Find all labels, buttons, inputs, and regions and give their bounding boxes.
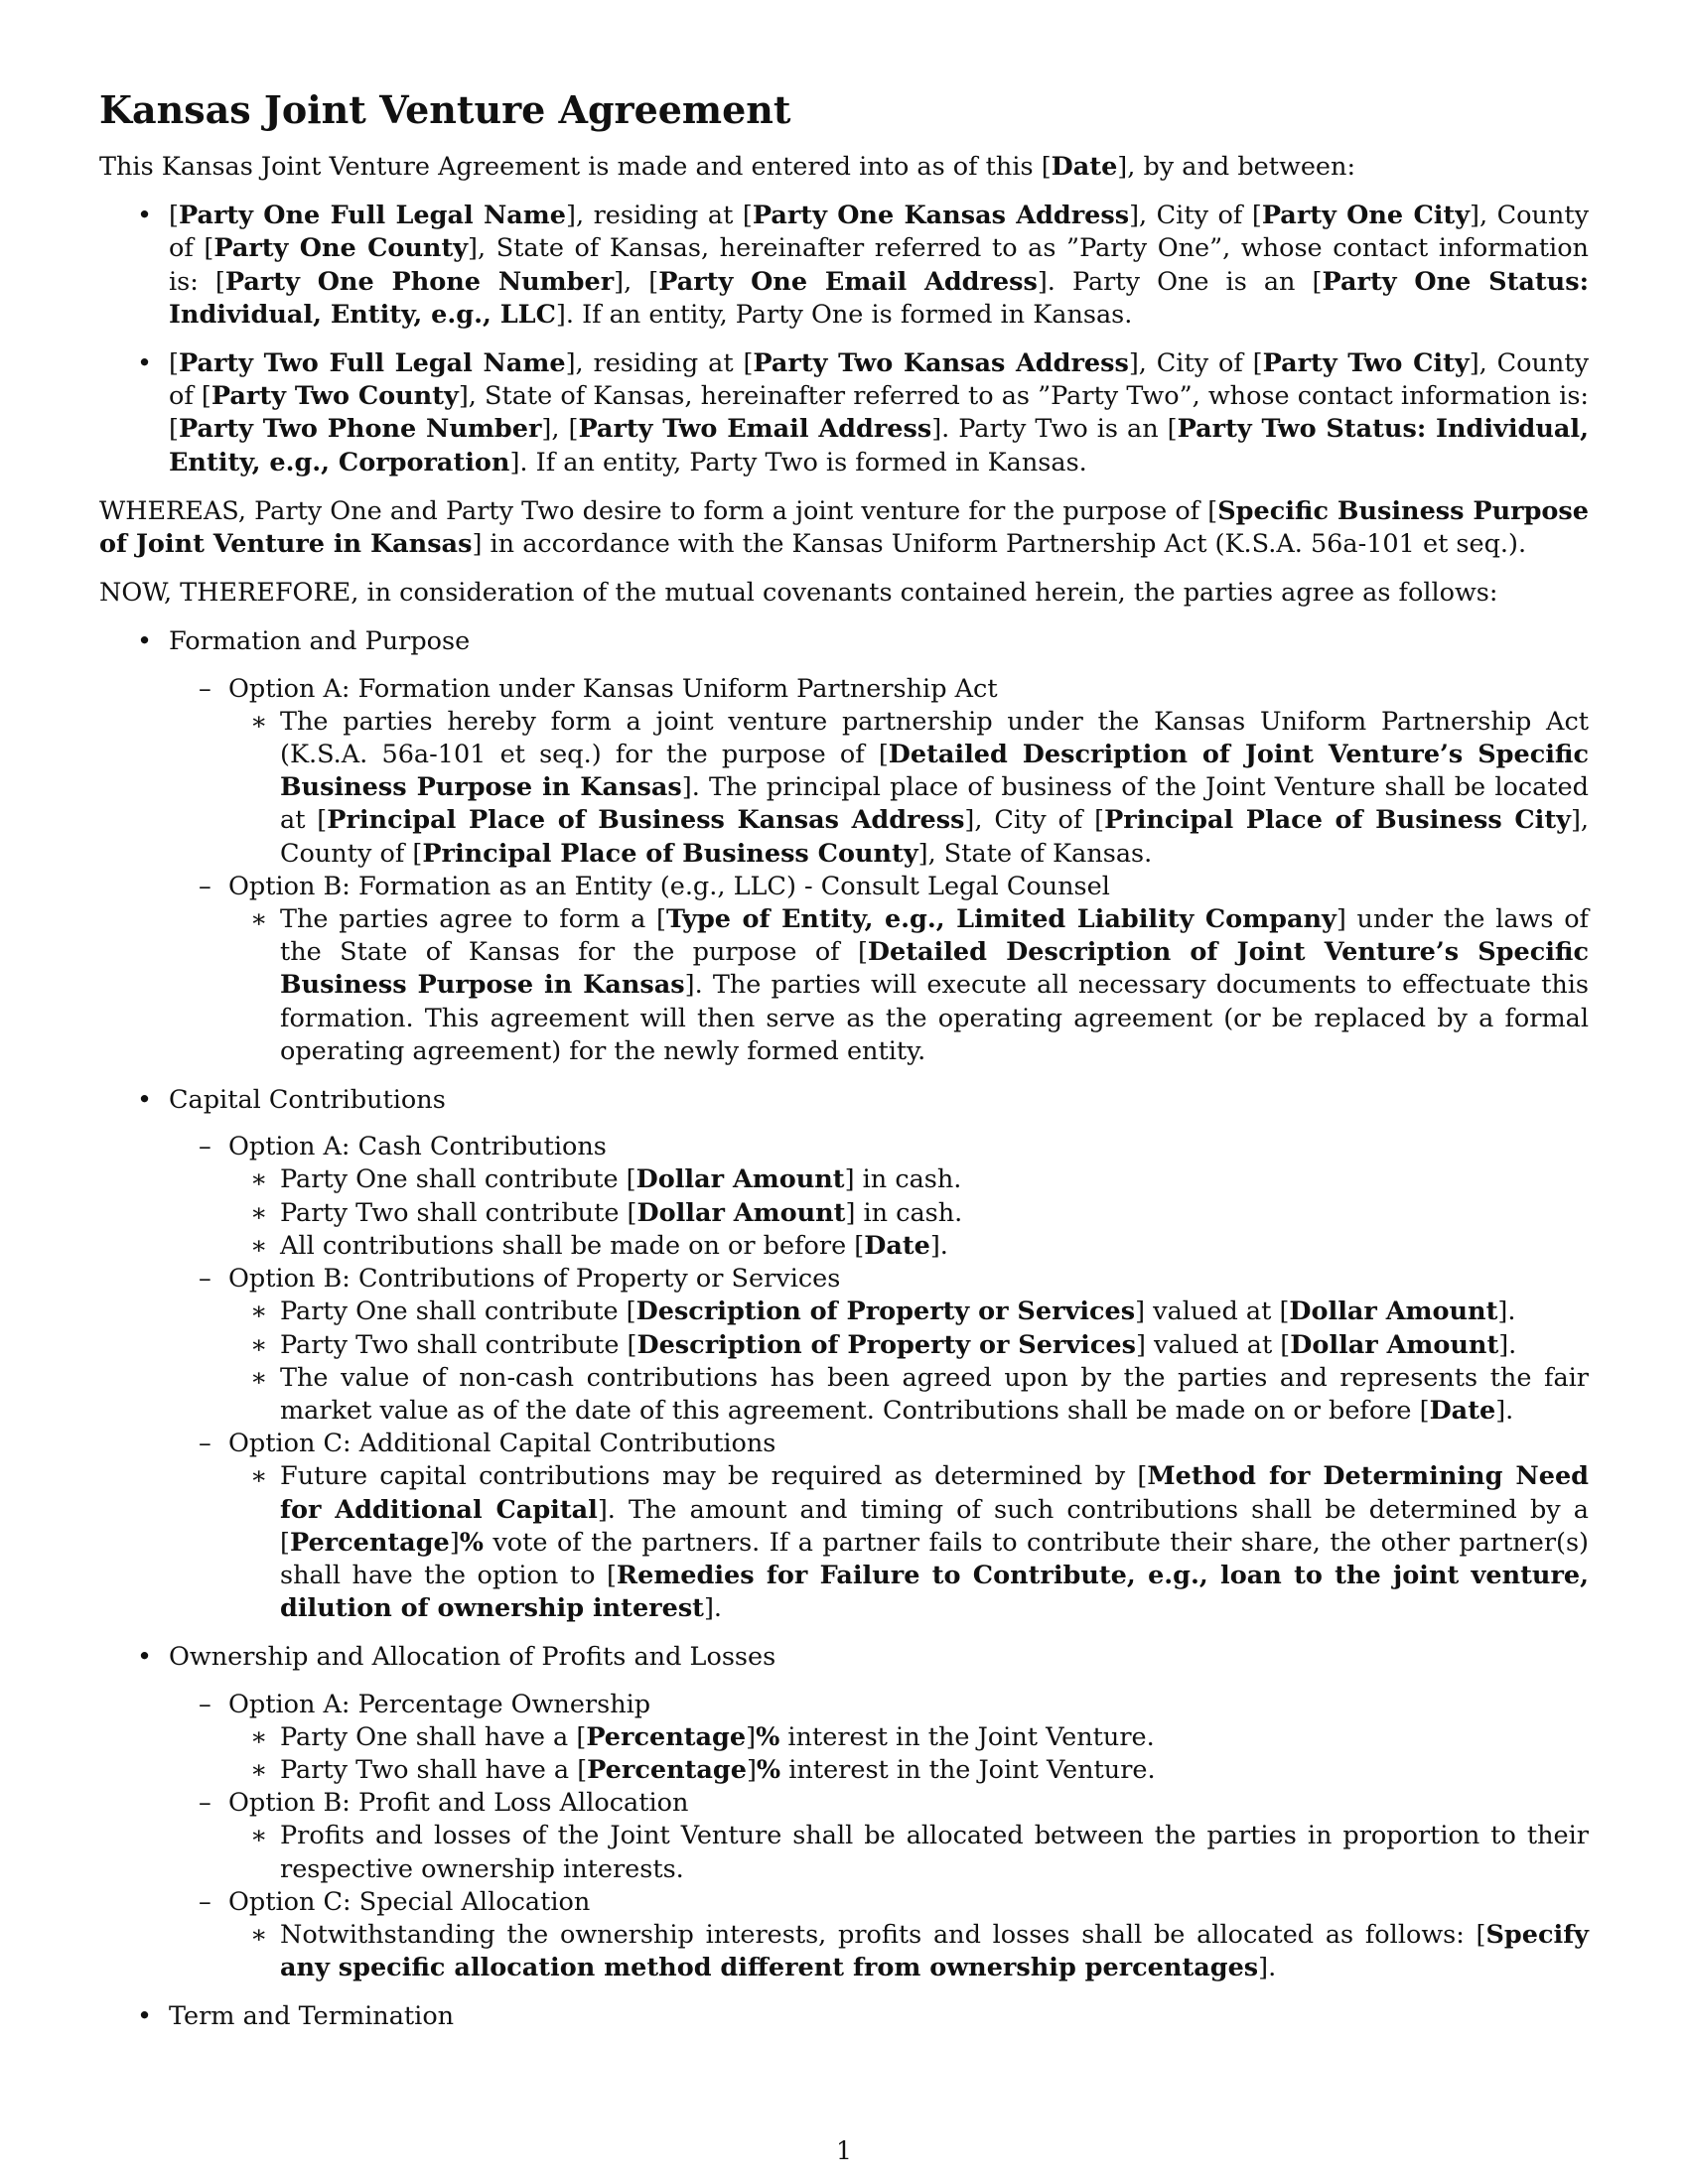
text: ] under the laws of the State of Kansas for the purpose of [	[280, 904, 1589, 968]
placeholder: Date	[1429, 1395, 1496, 1426]
text: Future capital contributions may be required as determined by [	[280, 1461, 1148, 1492]
placeholder: Dollar Amount	[1289, 1297, 1498, 1327]
clause-item	[228, 1721, 1589, 1754]
section-heading: • Formation and Purpose	[169, 626, 471, 657]
placeholder: Detailed Description of Joint Venture’s Specific Business Purpose in Kansas	[280, 937, 1589, 1001]
text: ]	[746, 1721, 757, 1752]
clause-item	[228, 706, 1589, 871]
text: ] in cash.	[845, 1197, 963, 1228]
clause-list	[228, 706, 1589, 871]
clause-item	[228, 1230, 1589, 1263]
text: Party Two shall contribute [	[280, 1197, 637, 1228]
text: ], [	[541, 414, 579, 445]
option-label: Option B: Contributions of Property or Services	[228, 1264, 841, 1295]
clause-item	[228, 1163, 1589, 1196]
clause-item	[228, 903, 1589, 1068]
percent-sign: %	[756, 1721, 780, 1752]
placeholder: Party One County	[213, 233, 469, 264]
placeholder: Percentage	[587, 1754, 747, 1785]
placeholder: Party Two Kansas Address	[753, 348, 1129, 379]
placeholder: Dollar Amount	[635, 1164, 845, 1195]
text: ] in accordance with the Kansas Uniform Partnership Act (K.S.A. 56a-101 et seq.).	[472, 529, 1527, 560]
section-heading: • Ownership and Allocation of Profits and Losses	[169, 1642, 776, 1673]
option-label: Option A: Percentage Ownership	[228, 1689, 651, 1719]
clause-list	[228, 1721, 1589, 1787]
placeholder: Principal Place of Business Kansas Address	[327, 805, 965, 836]
intro-text: ], by and between:	[1117, 152, 1356, 182]
text: vote of the partners. If a partner fails to contribute their share, the other partner(s) shall have the option to [	[280, 1527, 1589, 1590]
text: Party Two shall contribute [	[280, 1329, 637, 1360]
placeholder: Party Two Status: Individual, Entity, e.g., Corporation	[169, 414, 1589, 478]
text: ], State of Kansas, hereinafter referred to as ”Party One”, whose contact information is: [	[169, 233, 1589, 297]
placeholder: Specify any specific allocation method different from ownership percentages	[280, 1919, 1589, 1983]
text: ]. The principal place of business of the Joint Venture shall be located at [	[280, 772, 1589, 836]
clause-item	[228, 1362, 1589, 1428]
placeholder: Party One City	[1261, 201, 1471, 231]
text: ].	[1497, 1297, 1516, 1327]
options-list	[169, 1689, 1589, 1985]
party-one-item	[99, 200, 1589, 332]
text: ]. If an entity, Party One is formed in Kansas.	[555, 299, 1133, 330]
text: ], County of [	[169, 348, 1589, 412]
placeholder: Principal Place of Business City	[1104, 805, 1571, 836]
text: ] valued at [	[1135, 1297, 1290, 1327]
placeholder: Party One Phone Number	[224, 266, 615, 297]
text: ] in cash.	[844, 1164, 962, 1195]
placeholder: Method for Determining Need for Additional Capital	[280, 1461, 1590, 1525]
placeholder: Party One Status: Individual, Entity, e.g., LLC	[169, 266, 1589, 330]
clause-list	[228, 1919, 1589, 1984]
placeholder: Party One Full Legal Name	[178, 201, 567, 231]
text: Party Two shall have a [	[280, 1754, 588, 1785]
text: Notwithstanding the ownership interests, profits and losses shall be allocated as follows: [	[280, 1919, 1486, 1950]
text: ]	[746, 1754, 757, 1785]
placeholder: Party Two Full Legal Name	[178, 348, 566, 379]
text: Party One shall have a [	[280, 1721, 587, 1752]
clause-item	[228, 1919, 1589, 1984]
option-label: Option B: Profit and Loss Allocation	[228, 1788, 689, 1819]
clause-item	[228, 1296, 1589, 1328]
options-list	[169, 673, 1589, 1068]
text: WHEREAS, Party One and Party Two desire to form a joint venture for the purpose of [	[99, 495, 1218, 526]
placeholder: Party Two Phone Number	[178, 414, 542, 445]
text: ].	[1498, 1329, 1517, 1360]
placeholder: Party Two Email Address	[578, 414, 932, 445]
text: [	[169, 348, 179, 379]
placeholder: Dollar Amount	[1290, 1329, 1499, 1360]
text: ].	[703, 1593, 723, 1624]
document-page	[99, 87, 1589, 2050]
text: ]. Party One is an [	[1037, 266, 1323, 297]
option-item	[169, 1787, 1589, 1886]
date-placeholder: Date	[1051, 152, 1118, 182]
text: ].	[1258, 1953, 1277, 1983]
clause-list	[228, 1163, 1589, 1263]
option-item	[169, 871, 1589, 1068]
intro-paragraph	[99, 151, 1589, 184]
section-formation	[99, 625, 1589, 1068]
placeholder: Specific Business Purpose of Joint Venture in Kansas	[99, 495, 1589, 560]
text: interest in the Joint Venture.	[779, 1721, 1155, 1752]
text: ] valued at [	[1135, 1329, 1291, 1360]
text: interest in the Joint Venture.	[780, 1754, 1156, 1785]
option-label: Option C: Additional Capital Contributions	[228, 1429, 776, 1459]
placeholder: Detailed Description of Joint Venture’s Specific Business Purpose in Kansas	[280, 740, 1589, 803]
clause-item	[228, 1329, 1589, 1362]
clause-list	[228, 1460, 1589, 1625]
option-label: Option A: Formation under Kansas Uniform Partnership Act	[228, 673, 998, 704]
section-heading: • Capital Contributions	[169, 1085, 446, 1116]
section-ownership	[99, 1641, 1589, 1984]
option-item	[169, 1689, 1589, 1788]
text: ], residing at [	[566, 201, 753, 231]
placeholder: Party One Kansas Address	[752, 201, 1130, 231]
option-label: Option B: Formation as an Entity (e.g., LLC) - Consult Legal Counsel	[228, 871, 1110, 901]
text: [	[169, 201, 179, 231]
clause-item	[228, 1460, 1589, 1625]
clause-item	[228, 1197, 1589, 1230]
text: All contributions shall be made on or before [	[280, 1230, 865, 1261]
text: ], County of [	[280, 805, 1589, 869]
placeholder: Dollar Amount	[636, 1197, 846, 1228]
section-heading: Term and Termination	[169, 2001, 455, 2032]
text: ], City of [	[1129, 201, 1262, 231]
placeholder: Party Two City	[1262, 348, 1470, 379]
parties-list	[99, 200, 1589, 479]
clause-list	[228, 1820, 1589, 1885]
text: The value of non-cash contributions has been agreed upon by the parties and represents the fair market value as of the date of this agreement. Contributions shall be made on or before [	[280, 1362, 1589, 1426]
placeholder: Remedies for Failure to Contribute, e.g., loan to the joint venture, dilution of ownership interest	[280, 1560, 1589, 1624]
text: ]	[449, 1527, 460, 1558]
placeholder: Party One Email Address	[658, 266, 1038, 297]
text: ]. If an entity, Party Two is formed in Kansas.	[509, 447, 1087, 478]
option-label: Option A: Cash Contributions	[228, 1132, 607, 1162]
text: ]. The amount and timing of such contributions shall be determined by a [	[280, 1494, 1589, 1558]
option-label: Option C: Special Allocation	[228, 1886, 591, 1917]
text: Party One shall contribute [	[280, 1297, 636, 1327]
text: ]. The parties will execute all necessary documents to effectuate this formation. This agreement will then serve as the operating agreement (or be replaced by a formal operating agreement) for the newly formed entity.	[280, 970, 1589, 1066]
text: ]. Party Two is an [	[931, 414, 1178, 445]
placeholder: Party Two County	[211, 381, 459, 412]
text: ].	[929, 1230, 948, 1261]
placeholder: Date	[864, 1230, 930, 1261]
percent-sign: %	[756, 1754, 781, 1785]
text: ], State of Kansas, hereinafter referred to as ”Party Two”, whose contact information is: [	[169, 381, 1589, 445]
intro-text: This Kansas Joint Venture Agreement is made and entered into as of this [	[99, 152, 1052, 182]
whereas-paragraph	[99, 495, 1589, 561]
text: ], City of [	[1128, 348, 1263, 379]
clause-list	[228, 903, 1589, 1068]
placeholder: Principal Place of Business County	[422, 838, 918, 869]
option-item	[169, 1886, 1589, 1985]
text: Party One shall contribute [	[280, 1164, 636, 1195]
section-term	[99, 2000, 1589, 2033]
sections-list	[99, 625, 1589, 2033]
clause-item	[228, 1754, 1589, 1787]
text: ].	[1495, 1395, 1514, 1426]
text: ], [	[614, 266, 659, 297]
option-item	[169, 673, 1589, 871]
party-two-item	[99, 347, 1589, 479]
now-therefore-paragraph: NOW, THEREFORE, in consideration of the mutual covenants contained herein, the parties agree as follows:	[99, 578, 1498, 609]
clause-list	[228, 1296, 1589, 1428]
percent-sign: %	[459, 1527, 484, 1558]
section-capital	[99, 1084, 1589, 1625]
text: ], State of Kansas.	[917, 838, 1153, 869]
text: The parties agree to form a [	[280, 904, 666, 935]
placeholder: Type of Entity, e.g., Limited Liability Company	[665, 904, 1336, 935]
option-item	[169, 1428, 1589, 1625]
clause-item: ∗ Profits and losses of the Joint Venture shall be allocated between the parties in proportion to their respective ownership interests.	[228, 1820, 1589, 1885]
text: The parties hereby form a joint venture partnership under the Kansas Uniform Partnership Act (K.S.A. 56a-101 et seq.) for the purpose of [	[280, 706, 1589, 770]
text: ], City of [	[964, 805, 1105, 836]
document-title: Kansas Joint Venture Agreement	[99, 87, 791, 132]
page-number: 1	[836, 2136, 852, 2165]
text: ], County of [	[169, 201, 1589, 264]
option-item	[169, 1131, 1589, 1263]
option-item	[169, 1263, 1589, 1428]
placeholder: Percentage	[586, 1721, 747, 1752]
text: ], residing at [	[565, 348, 754, 379]
placeholder: Percentage	[289, 1527, 450, 1558]
options-list	[169, 1131, 1589, 1625]
placeholder: Description of Property or Services	[635, 1297, 1136, 1327]
placeholder: Description of Property or Services	[636, 1329, 1136, 1360]
